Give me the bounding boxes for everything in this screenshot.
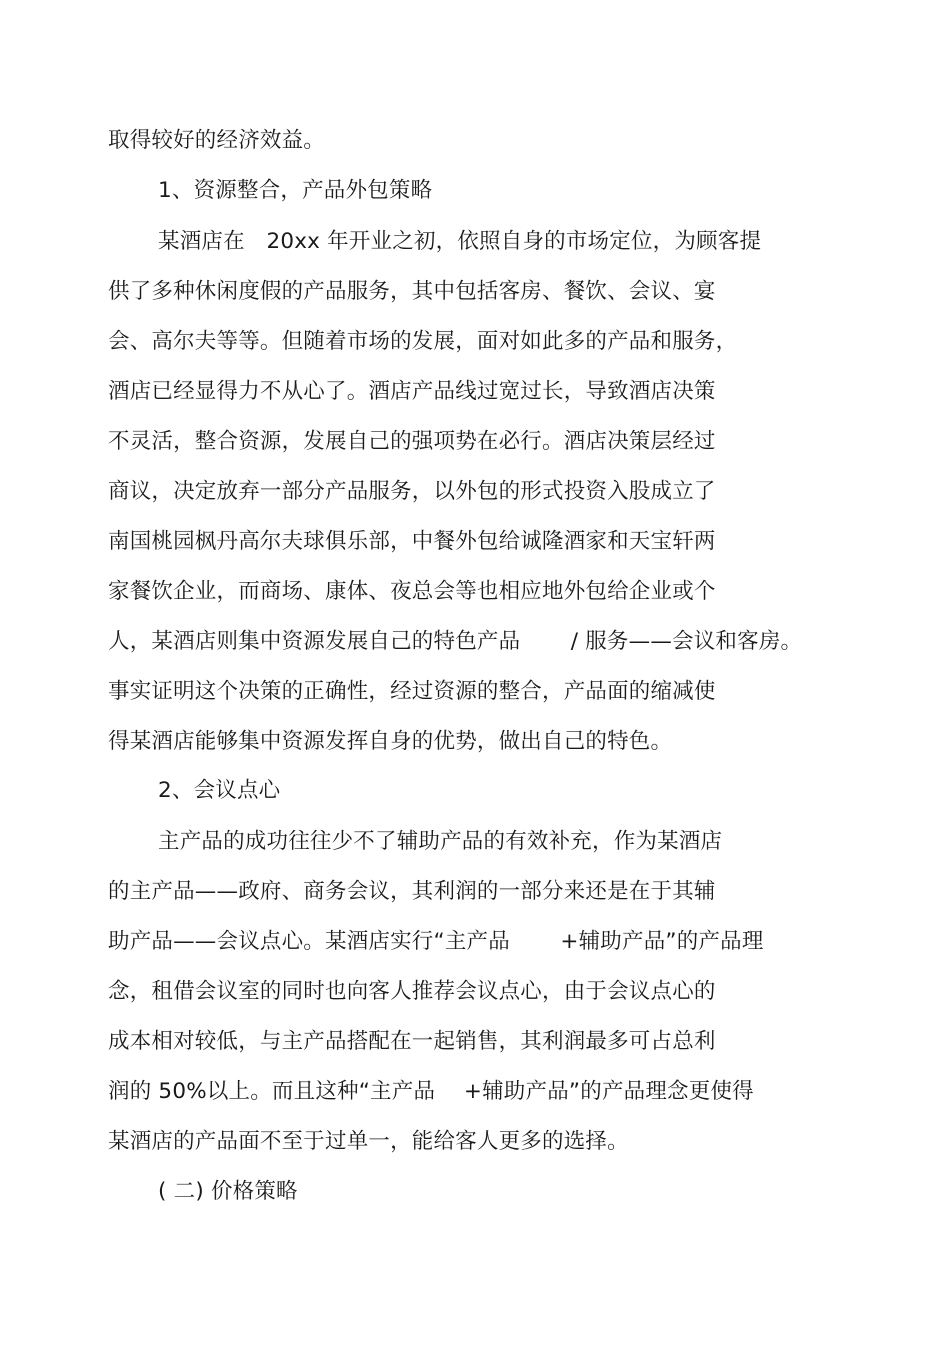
paragraph-line: 助产品——会议点心。某酒店实行“主产品 +辅助产品”的产品理 bbox=[108, 929, 764, 954]
paragraph-line: 的主产品——政府、商务会议，其利润的一部分来还是在于其辅 bbox=[108, 879, 716, 904]
section-heading: 1、资源整合，产品外包策略 bbox=[158, 178, 433, 203]
paragraph-line: 不灵活，整合资源，发展自己的强项势在必行。酒店决策层经过 bbox=[108, 429, 716, 454]
section-heading: ( 二) 价格策略 bbox=[158, 1179, 298, 1204]
paragraph-line: 酒店已经显得力不从心了。酒店产品线过宽过长，导致酒店决策 bbox=[108, 379, 716, 404]
paragraph-line: 会、高尔夫等等。但随着市场的发展，面对如此多的产品和服务， bbox=[108, 329, 738, 354]
paragraph-line: 成本相对较低，与主产品搭配在一起销售，其利润最多可占总利 bbox=[108, 1029, 716, 1054]
paragraph-line: 事实证明这个决策的正确性，经过资源的整合，产品面的缩减使 bbox=[108, 679, 716, 704]
paragraph-line: 某酒店在 20xx 年开业之初，依照自身的市场定位，为顾客提 bbox=[158, 229, 762, 254]
paragraph-line: 商议，决定放弃一部分产品服务，以外包的形式投资入股成立了 bbox=[108, 479, 716, 504]
paragraph-line: 人，某酒店则集中资源发展自己的特色产品 / 服务——会议和客房。 bbox=[108, 629, 803, 654]
paragraph-line: 取得较好的经济效益。 bbox=[108, 128, 326, 153]
paragraph-line: 润的 50%以上。而且这种“主产品 +辅助产品”的产品理念更使得 bbox=[108, 1079, 754, 1104]
paragraph-line: 南国桃园枫丹高尔夫球俱乐部，中餐外包给诚隆酒家和天宝轩两 bbox=[108, 529, 716, 554]
section-heading: 2、会议点心 bbox=[158, 778, 281, 803]
paragraph-line: 得某酒店能够集中资源发挥自身的优势，做出自己的特色。 bbox=[108, 729, 673, 754]
paragraph-line: 念，租借会议室的同时也向客人推荐会议点心，由于会议点心的 bbox=[108, 979, 716, 1004]
paragraph-line: 供了多种休闲度假的产品服务，其中包括客房、餐饮、会议、宴 bbox=[108, 279, 716, 304]
paragraph-line: 主产品的成功往往少不了辅助产品的有效补充，作为某酒店 bbox=[158, 829, 723, 854]
paragraph-line: 家餐饮企业，而商场、康体、夜总会等也相应地外包给企业或个 bbox=[108, 579, 716, 604]
paragraph-line: 某酒店的产品面不至于过单一，能给客人更多的选择。 bbox=[108, 1129, 629, 1154]
